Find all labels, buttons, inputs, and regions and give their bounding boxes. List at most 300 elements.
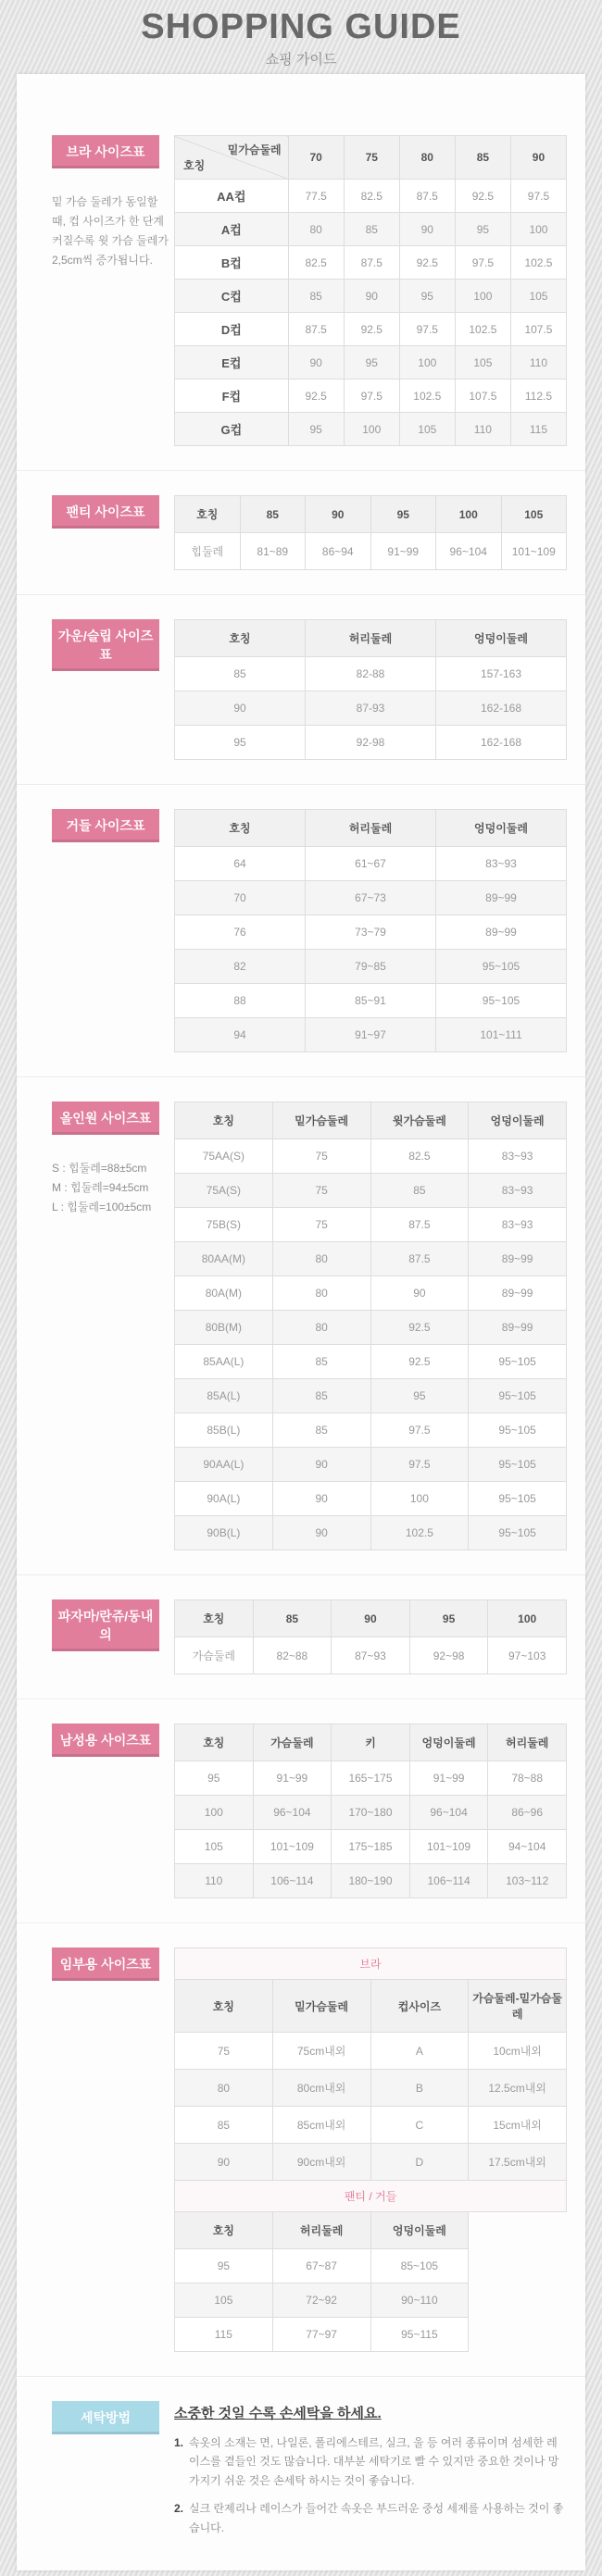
washing-item-number: 2.	[174, 2502, 184, 2516]
table-cell: 165~175	[332, 1761, 410, 1796]
row-label-cell: 90B(L)	[175, 1516, 273, 1550]
row-label-cell: 76	[175, 915, 306, 950]
table-cell: 85cm내외	[272, 2107, 370, 2144]
section-label-allinone: 올인원 사이즈표	[52, 1101, 159, 1135]
section-allinone-left	[35, 1101, 174, 1217]
table-cell: 107.5	[510, 313, 566, 346]
table-cell: 102.5	[510, 246, 566, 280]
table-cell: 90	[288, 346, 344, 380]
table-row	[175, 881, 567, 915]
column-header: 허리둘레	[306, 620, 436, 657]
column-header: 밑가슴둘레	[272, 1980, 370, 2033]
table-cell: 92.5	[455, 180, 510, 213]
column-header: 허리둘레	[272, 2212, 370, 2249]
table-cell: 80cm내외	[272, 2070, 370, 2107]
panty-size-table	[174, 495, 567, 570]
table-row	[175, 1345, 567, 1379]
washing-item	[174, 2433, 567, 2490]
section-washing	[35, 2401, 567, 2546]
allinone-size-table	[174, 1101, 567, 1550]
table-row	[175, 726, 567, 760]
table-cell: 90	[370, 1276, 469, 1311]
table-cell: 85~91	[306, 984, 436, 1018]
table-row	[175, 847, 567, 881]
row-label-cell: G컵	[175, 413, 289, 446]
corner-bottom-label: 호칭	[183, 159, 206, 172]
row-label-cell: 88	[175, 984, 306, 1018]
column-header: 호칭	[175, 1724, 254, 1761]
table-band-label: 브라	[175, 1948, 567, 1980]
table-cell: 82.5	[370, 1139, 469, 1174]
table-row	[175, 1174, 567, 1208]
table-row	[175, 380, 567, 413]
allinone-note-l: L : 힙둘레=100±5cm	[52, 1201, 152, 1213]
table-cell: 87.5	[370, 1208, 469, 1242]
table-cell: 97~103	[488, 1637, 567, 1674]
row-label-cell: 90A(L)	[175, 1482, 273, 1516]
table-cell: 95~105	[436, 950, 567, 984]
table-cell: 91~99	[409, 1761, 488, 1796]
girdle-size-table	[174, 809, 567, 1052]
table-cell: 101~109	[501, 533, 567, 570]
section-allinone	[35, 1101, 567, 1550]
table-cell: 91~99	[370, 533, 436, 570]
table-row	[175, 1482, 567, 1516]
section-bra	[35, 135, 567, 446]
table-cell: 80	[272, 1311, 370, 1345]
table-cell: 85~105	[370, 2249, 469, 2284]
row-label-cell: 75B(S)	[175, 1208, 273, 1242]
table	[174, 619, 567, 760]
row-label-cell: A컵	[175, 213, 289, 246]
table-cell: 85	[370, 1174, 469, 1208]
table-cell: 92.5	[288, 380, 344, 413]
row-label-cell: 95	[175, 2249, 273, 2284]
row-label-cell: E컵	[175, 346, 289, 380]
table-cell: 15cm내외	[469, 2107, 567, 2144]
table-cell: 162-168	[436, 691, 567, 726]
table-cell: 78~88	[488, 1761, 567, 1796]
page-header	[0, 0, 602, 74]
table-cell: 162-168	[436, 726, 567, 760]
table	[174, 1948, 567, 2352]
table	[174, 135, 567, 446]
table-row	[175, 180, 567, 213]
table-cell: 106~114	[409, 1864, 488, 1898]
row-label-cell: 80	[175, 2070, 273, 2107]
table-cell: 73~79	[306, 915, 436, 950]
column-header: 105	[501, 496, 567, 533]
column-header: 95	[409, 1600, 488, 1637]
table-cell: 85	[288, 280, 344, 313]
column-header: 호칭	[175, 620, 306, 657]
table-cell: 96~104	[253, 1796, 332, 1830]
section-divider	[17, 594, 585, 595]
table	[174, 1101, 567, 1550]
row-label-cell: 90	[175, 691, 306, 726]
row-label-cell: 80A(M)	[175, 1276, 273, 1311]
table-cell: 95~105	[469, 1413, 567, 1448]
table-row	[175, 280, 567, 313]
column-header: 호칭	[175, 1600, 254, 1637]
table	[174, 1599, 567, 1674]
table-row	[175, 2144, 567, 2181]
section-label-panty: 팬티 사이즈표	[52, 495, 159, 529]
row-label-cell: 64	[175, 847, 306, 881]
table-cell: 90	[272, 1482, 370, 1516]
page-subtitle: 쇼핑 가이드	[265, 52, 337, 68]
table-cell: 100	[344, 413, 399, 446]
table-cell: 95~105	[469, 1345, 567, 1379]
table-row	[175, 2284, 567, 2318]
section-label-girdle: 거들 사이즈표	[52, 809, 159, 842]
washing-item-number: 1.	[174, 2436, 184, 2449]
table-row	[175, 2107, 567, 2144]
table-cell: 102.5	[399, 380, 455, 413]
column-header: 호칭	[175, 810, 306, 847]
table-cell: 81~89	[240, 533, 306, 570]
table-row	[175, 1379, 567, 1413]
row-label-cell: 80AA(M)	[175, 1242, 273, 1276]
allinone-notes	[52, 1159, 174, 1217]
section-divider	[17, 1076, 585, 1077]
table-cell: 90	[272, 1448, 370, 1482]
column-header: 85	[455, 136, 510, 180]
washing-item	[174, 2499, 567, 2537]
row-label-cell: B컵	[175, 246, 289, 280]
page-title: SHOPPING GUIDE	[141, 7, 461, 46]
table-cell: 75	[272, 1208, 370, 1242]
column-header: 90	[332, 1600, 410, 1637]
column-header: 허리둘레	[488, 1724, 567, 1761]
table-cell: 83~93	[436, 847, 567, 881]
table-cell: 95~105	[469, 1516, 567, 1550]
bra-note	[52, 193, 174, 270]
section-panty	[35, 495, 567, 570]
table-cell: 105	[510, 280, 566, 313]
table-row	[175, 1276, 567, 1311]
table-cell: 101~109	[409, 1830, 488, 1864]
diagonal-corner-cell	[175, 136, 289, 180]
table-cell: 90cm내외	[272, 2144, 370, 2181]
column-header: 가슴둘레	[253, 1724, 332, 1761]
allinone-note-s: S : 힙둘레=88±5cm	[52, 1162, 147, 1175]
row-label-cell: 85	[175, 657, 306, 691]
row-label-cell: 82	[175, 950, 306, 984]
table-cell: 97.5	[370, 1413, 469, 1448]
column-header: 허리둘레	[306, 810, 436, 847]
table-cell: 94~104	[488, 1830, 567, 1864]
column-header: 90	[306, 496, 371, 533]
table-cell: 110	[510, 346, 566, 380]
row-label-cell: 95	[175, 1761, 254, 1796]
table-cell: 87.5	[399, 180, 455, 213]
section-mens	[35, 1724, 567, 1898]
table-cell: 83~93	[469, 1174, 567, 1208]
section-washing-left	[35, 2401, 174, 2434]
column-header: 100	[488, 1600, 567, 1637]
column-header: 윗가슴둘레	[370, 1102, 469, 1139]
table	[174, 1724, 567, 1898]
section-panty-left	[35, 495, 174, 529]
table-row	[175, 2033, 567, 2070]
table-cell: 90	[344, 280, 399, 313]
table-cell: 86~94	[306, 533, 371, 570]
table-cell: 89~99	[469, 1311, 567, 1345]
pajama-size-table	[174, 1599, 567, 1674]
table-row	[175, 1311, 567, 1345]
section-maternity	[35, 1948, 567, 2352]
table-cell: 92~98	[409, 1637, 488, 1674]
table-cell: 95~105	[436, 984, 567, 1018]
table-cell: 72~92	[272, 2284, 370, 2318]
table-cell: 82-88	[306, 657, 436, 691]
column-header: 밑가슴둘레	[272, 1102, 370, 1139]
section-divider	[17, 470, 585, 471]
table-row	[175, 2249, 567, 2284]
table-cell: 97.5	[399, 313, 455, 346]
column-header: 엉덩이둘레	[436, 810, 567, 847]
table-cell: 101~109	[253, 1830, 332, 1864]
table-cell: 91~99	[253, 1761, 332, 1796]
table-cell: 82~88	[253, 1637, 332, 1674]
table-cell: 87~93	[332, 1637, 410, 1674]
table-row	[175, 533, 567, 570]
table-cell: D	[370, 2144, 469, 2181]
table-cell: 17.5cm내외	[469, 2144, 567, 2181]
column-header: 100	[436, 496, 502, 533]
table-cell: 90	[272, 1516, 370, 1550]
table-cell: 95~105	[469, 1448, 567, 1482]
column-header: 엉덩이둘레	[436, 620, 567, 657]
table-cell: 89~99	[436, 881, 567, 915]
table-cell: 170~180	[332, 1796, 410, 1830]
table-cell: 90~110	[370, 2284, 469, 2318]
table-cell: 87-93	[306, 691, 436, 726]
column-header: 75	[344, 136, 399, 180]
table-cell: 89~99	[469, 1242, 567, 1276]
table-row	[175, 1139, 567, 1174]
washing-item-text: 속옷의 소재는 면, 나일론, 폴리에스테르, 실크, 울 등 여러 종류이며 섬세한 레이스를 곁들인 것도 많습니다. 대부분 세탁기로 빨 수 있지만 중요한 것이나 망가지기 쉬운 것은 손세탁 하시는 것이 좋습니다.	[189, 2436, 559, 2487]
table-cell: 75	[272, 1139, 370, 1174]
table-row	[175, 1637, 567, 1674]
table-row	[175, 915, 567, 950]
table-row	[175, 2318, 567, 2352]
section-pajama-left	[35, 1599, 174, 1651]
table-cell: 79~85	[306, 950, 436, 984]
table-cell: B	[370, 2070, 469, 2107]
table-row	[175, 413, 567, 446]
table-cell: 92.5	[399, 246, 455, 280]
table-cell: 83~93	[469, 1208, 567, 1242]
column-header: 엉덩이둘레	[409, 1724, 488, 1761]
table-row	[175, 691, 567, 726]
table-row	[175, 1864, 567, 1898]
section-girdle	[35, 809, 567, 1052]
column-header: 95	[370, 496, 436, 533]
table-cell: 103~112	[488, 1864, 567, 1898]
table-cell: 95	[399, 280, 455, 313]
table-cell: 105	[399, 413, 455, 446]
row-label-cell: 90AA(L)	[175, 1448, 273, 1482]
table-row	[175, 950, 567, 984]
row-label-cell: 105	[175, 1830, 254, 1864]
table-cell: 100	[399, 346, 455, 380]
table-cell: 12.5cm내외	[469, 2070, 567, 2107]
row-label-cell: 가슴둘레	[175, 1637, 254, 1674]
table	[174, 809, 567, 1052]
table-cell: 180~190	[332, 1864, 410, 1898]
table-row	[175, 1796, 567, 1830]
table-cell: 92.5	[344, 313, 399, 346]
table-cell: 110	[455, 413, 510, 446]
table-cell: 106~114	[253, 1864, 332, 1898]
table-cell: 100	[455, 280, 510, 313]
table-cell: 92.5	[370, 1345, 469, 1379]
table-row	[175, 1208, 567, 1242]
row-label-cell: 70	[175, 881, 306, 915]
row-label-cell: 85	[175, 2107, 273, 2144]
table-cell: 97.5	[455, 246, 510, 280]
table-cell: 92-98	[306, 726, 436, 760]
row-label-cell: C컵	[175, 280, 289, 313]
table-cell: C	[370, 2107, 469, 2144]
table-cell: 95~105	[469, 1379, 567, 1413]
section-divider	[17, 1574, 585, 1575]
table-cell: 87.5	[370, 1242, 469, 1276]
table-cell: 175~185	[332, 1830, 410, 1864]
section-label-gown: 가운/슬립 사이즈표	[52, 619, 159, 671]
table-cell: 102.5	[455, 313, 510, 346]
table-cell: 75cm내외	[272, 2033, 370, 2070]
table-cell: 86~96	[488, 1796, 567, 1830]
column-header: 85	[240, 496, 306, 533]
table-cell: A	[370, 2033, 469, 2070]
table-cell: 80	[272, 1276, 370, 1311]
table-cell: 87.5	[344, 246, 399, 280]
table-cell: 90	[399, 213, 455, 246]
table-cell: 61~67	[306, 847, 436, 881]
row-label-cell: 85B(L)	[175, 1413, 273, 1448]
row-label-cell: AA컵	[175, 180, 289, 213]
table-row	[175, 657, 567, 691]
allinone-note-m: M : 힙둘레=94±5cm	[52, 1181, 149, 1194]
table-cell: 83~93	[469, 1139, 567, 1174]
table-row	[175, 2070, 567, 2107]
table-cell: 100	[510, 213, 566, 246]
table-row	[175, 1830, 567, 1864]
row-label-cell: 75	[175, 2033, 273, 2070]
table-cell: 92.5	[370, 1311, 469, 1345]
section-maternity-left	[35, 1948, 174, 1981]
table-row	[175, 246, 567, 280]
table-cell: 97.5	[344, 380, 399, 413]
table-cell: 82.5	[344, 180, 399, 213]
washing-item-text: 실크 란제리나 레이스가 들어간 속옷은 부드러운 중성 세제를 사용하는 것이 좋습니다.	[189, 2502, 564, 2534]
table-cell: 80	[288, 213, 344, 246]
column-header: 70	[288, 136, 344, 180]
row-label-cell: 105	[175, 2284, 273, 2318]
table-cell: 82.5	[288, 246, 344, 280]
column-header: 호칭	[175, 496, 241, 533]
maternity-size-table	[174, 1948, 567, 2352]
table-row	[175, 1413, 567, 1448]
section-gown	[35, 619, 567, 760]
table-cell: 85	[272, 1413, 370, 1448]
table-cell: 95~115	[370, 2318, 469, 2352]
section-label-maternity: 임부용 사이즈표	[52, 1948, 159, 1981]
table-cell: 95	[370, 1379, 469, 1413]
column-header: 엉덩이둘레	[370, 2212, 469, 2249]
section-bra-left	[35, 135, 174, 270]
table-row	[175, 1448, 567, 1482]
table-cell: 75	[272, 1174, 370, 1208]
bra-size-table	[174, 135, 567, 446]
row-label-cell: 힙둘레	[175, 533, 241, 570]
washing-instructions	[174, 2401, 567, 2546]
table-cell: 95	[455, 213, 510, 246]
table-cell: 10cm내외	[469, 2033, 567, 2070]
column-header: 가슴둘레-밑가슴둘레	[469, 1980, 567, 2033]
column-header: 호칭	[175, 1102, 273, 1139]
section-girdle-left	[35, 809, 174, 842]
column-header: 85	[253, 1600, 332, 1637]
table-cell: 87.5	[288, 313, 344, 346]
table-cell: 89~99	[469, 1276, 567, 1311]
column-header: 90	[510, 136, 566, 180]
row-label-cell: 80B(M)	[175, 1311, 273, 1345]
table-cell: 102.5	[370, 1516, 469, 1550]
content-panel	[17, 74, 585, 2570]
table-cell: 112.5	[510, 380, 566, 413]
table-row	[175, 984, 567, 1018]
section-label-bra: 브라 사이즈표	[52, 135, 159, 168]
table-cell: 91~97	[306, 1018, 436, 1052]
gown-size-table	[174, 619, 567, 760]
table-cell: 67~87	[272, 2249, 370, 2284]
row-label-cell: 85A(L)	[175, 1379, 273, 1413]
table-cell: 89~99	[436, 915, 567, 950]
section-label-mens: 남성용 사이즈표	[52, 1724, 159, 1757]
table-cell: 85	[272, 1379, 370, 1413]
section-divider	[17, 784, 585, 785]
table-row	[175, 313, 567, 346]
table-row	[175, 1761, 567, 1796]
row-label-cell: 95	[175, 726, 306, 760]
table-cell: 85	[272, 1345, 370, 1379]
table-cell: 67~73	[306, 881, 436, 915]
table-cell: 77.5	[288, 180, 344, 213]
section-mens-left	[35, 1724, 174, 1757]
row-label-cell: 75AA(S)	[175, 1139, 273, 1174]
column-header: 키	[332, 1724, 410, 1761]
column-header: 호칭	[175, 2212, 273, 2249]
row-label-cell: 94	[175, 1018, 306, 1052]
table	[174, 495, 567, 570]
section-label-washing: 세탁방법	[52, 2401, 159, 2434]
table-cell: 95	[288, 413, 344, 446]
table-row	[175, 346, 567, 380]
table-cell: 77~97	[272, 2318, 370, 2352]
column-header: 호칭	[175, 1980, 273, 2033]
table-cell: 97.5	[370, 1448, 469, 1482]
table-cell: 107.5	[455, 380, 510, 413]
table-cell: 105	[455, 346, 510, 380]
row-label-cell: 100	[175, 1796, 254, 1830]
table-cell: 97.5	[510, 180, 566, 213]
table-cell: 96~104	[436, 533, 502, 570]
table-cell: 95~105	[469, 1482, 567, 1516]
